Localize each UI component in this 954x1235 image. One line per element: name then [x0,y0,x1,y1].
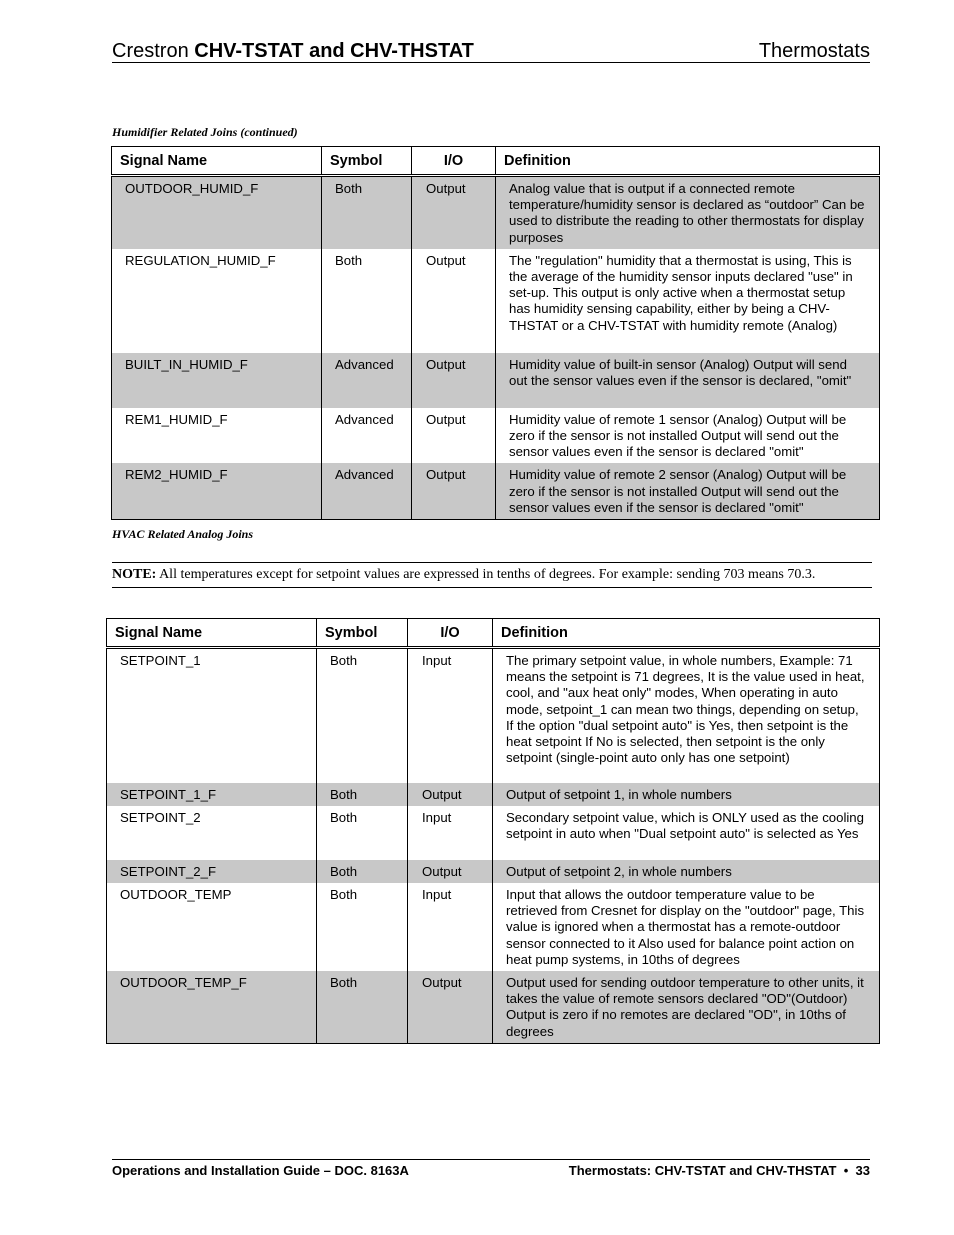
footer-doc-title: Operations and Installation Guide – DOC. 8163A [112,1163,409,1178]
table-row [107,860,880,883]
header-section: Thermostats [758,40,870,62]
footer-product-title: Thermostats: CHV-TSTAT and CHV-THSTAT [568,1163,837,1178]
cell-io: Input [408,806,493,860]
cell-definition: Output used for sending outdoor temperature to other units, it takes the value of remote sensors declared "OD"(Outdoor) Output is zero if no remotes are declared "OD", in 10ths of degrees [493,971,880,1043]
table-row [107,648,880,783]
cell-definition: Output of setpoint 2, in whole numbers [493,860,880,883]
cell-signal-name: OUTDOOR_HUMID_F [112,176,322,249]
cell-signal-name: SETPOINT_2 [107,806,317,860]
page-header [112,38,870,63]
table-row [107,883,880,971]
table-row [107,806,880,860]
note-text: All temperatures except for setpoint values are expressed in tenths of degrees. For example: sending 703 means 70.3. [156,567,816,582]
cell-signal-name: REM1_HUMID_F [112,408,322,464]
cell-symbol: Both [317,806,408,860]
cell-definition: Humidity value of built-in sensor (Analog) Output will send out the sensor values even if the sensor is declared, "omit" [496,353,880,408]
cell-io: Output [412,176,496,249]
cell-signal-name: REGULATION_HUMID_F [112,249,322,353]
page-number: 33 [855,1163,870,1178]
col-header-io: I/O [408,619,493,648]
footer-page-info [569,1163,870,1178]
col-header-signal-name: Signal Name [107,619,317,648]
cell-io: Output [408,860,493,883]
header-brand-prefix: Crestron [112,40,189,62]
cell-signal-name: OUTDOOR_TEMP [107,883,317,971]
cell-io: Output [412,249,496,353]
page-footer [112,1159,870,1178]
cell-symbol: Both [317,648,408,783]
table-header-row [112,147,880,176]
table-row [112,408,880,464]
table2-caption: HVAC Related Analog Joins [112,527,254,541]
humidifier-joins-table [111,146,880,520]
cell-symbol: Both [317,971,408,1043]
table1-caption: Humidifier Related Joins (continued) [112,125,298,139]
col-header-definition: Definition [496,147,880,176]
table-row [112,249,880,353]
cell-signal-name: OUTDOOR_TEMP_F [107,971,317,1043]
cell-symbol: Advanced [322,408,412,464]
cell-definition: Secondary setpoint value, which is ONLY used as the cooling setpoint in auto when "Dual setpoint auto" is selected as Yes [493,806,880,860]
table-header-row [107,619,880,648]
table-row [112,353,880,408]
cell-definition: Output of setpoint 1, in whole numbers [493,783,880,806]
hvac-analog-joins-table [106,618,880,1044]
cell-definition: The "regulation" humidity that a thermostat is using, This is the average of the humidity sensor inputs declared "use" in set-up. This output is only active when a thermostat setup has humidity sensing capability, either by being a CHV-THSTAT or a CHV-TSTAT with humidity remote (Analog) [496,249,880,353]
cell-definition: Humidity value of remote 1 sensor (Analog) Output will be zero if the sensor is not installed Output will send out the sensor values even if the sensor is declared "omit" [496,408,880,464]
footer-bullet: • [843,1163,849,1178]
cell-io: Input [408,883,493,971]
col-header-definition: Definition [493,619,880,648]
cell-io: Output [412,408,496,464]
cell-signal-name: SETPOINT_1_F [107,783,317,806]
header-brand-product: CHV-TSTAT and CHV-THSTAT [194,40,474,62]
cell-io: Output [408,971,493,1043]
cell-io: Input [408,648,493,783]
cell-io: Output [412,353,496,408]
cell-symbol: Advanced [322,463,412,519]
cell-signal-name: SETPOINT_1 [107,648,317,783]
cell-symbol: Both [317,883,408,971]
cell-symbol: Advanced [322,353,412,408]
cell-symbol: Both [317,783,408,806]
col-header-io: I/O [412,147,496,176]
col-header-symbol: Symbol [322,147,412,176]
cell-symbol: Both [317,860,408,883]
cell-signal-name: BUILT_IN_HUMID_F [112,353,322,408]
cell-symbol: Both [322,176,412,249]
col-header-signal-name: Signal Name [112,147,322,176]
note-label: NOTE: [112,567,157,582]
cell-signal-name: REM2_HUMID_F [112,463,322,519]
cell-io: Output [408,783,493,806]
table-row [107,971,880,1043]
cell-definition: Input that allows the outdoor temperature value to be retrieved from Cresnet for display on the "outdoor" page, This value is ignored when a thermostat has a remote-outdoor sensor connected to it Also used for balance point action on heat pump systems, in 10ths of degrees [493,883,880,971]
cell-signal-name: SETPOINT_2_F [107,860,317,883]
cell-io: Output [412,463,496,519]
cell-symbol: Both [322,249,412,353]
cell-definition: Humidity value of remote 2 sensor (Analog) Output will be zero if the sensor is not installed Output will send out the sensor values even if the sensor is declared "omit" [496,463,880,519]
table-row [112,463,880,519]
table-row [112,176,880,249]
cell-definition: Analog value that is output if a connected remote temperature/humidity sensor is declared as “outdoor” Can be used to distribute the reading to other thermostats for display purposes [496,176,880,249]
header-title [112,40,474,62]
col-header-symbol: Symbol [317,619,408,648]
table-row [107,783,880,806]
cell-definition: The primary setpoint value, in whole numbers, Example: 71 means the setpoint is 71 degrees, It is the value used in heat, cool, and "aux heat only" modes, When operating in auto mode, setpoint_1 can mean two things, depending on setup, If the option "dual setpoint auto" is Yes, then setpoint is the heat setpoint If No is selected, then setpoint is the only setpoint (single-point auto only has one setpoint) [493,648,880,783]
temperature-note [112,562,872,588]
